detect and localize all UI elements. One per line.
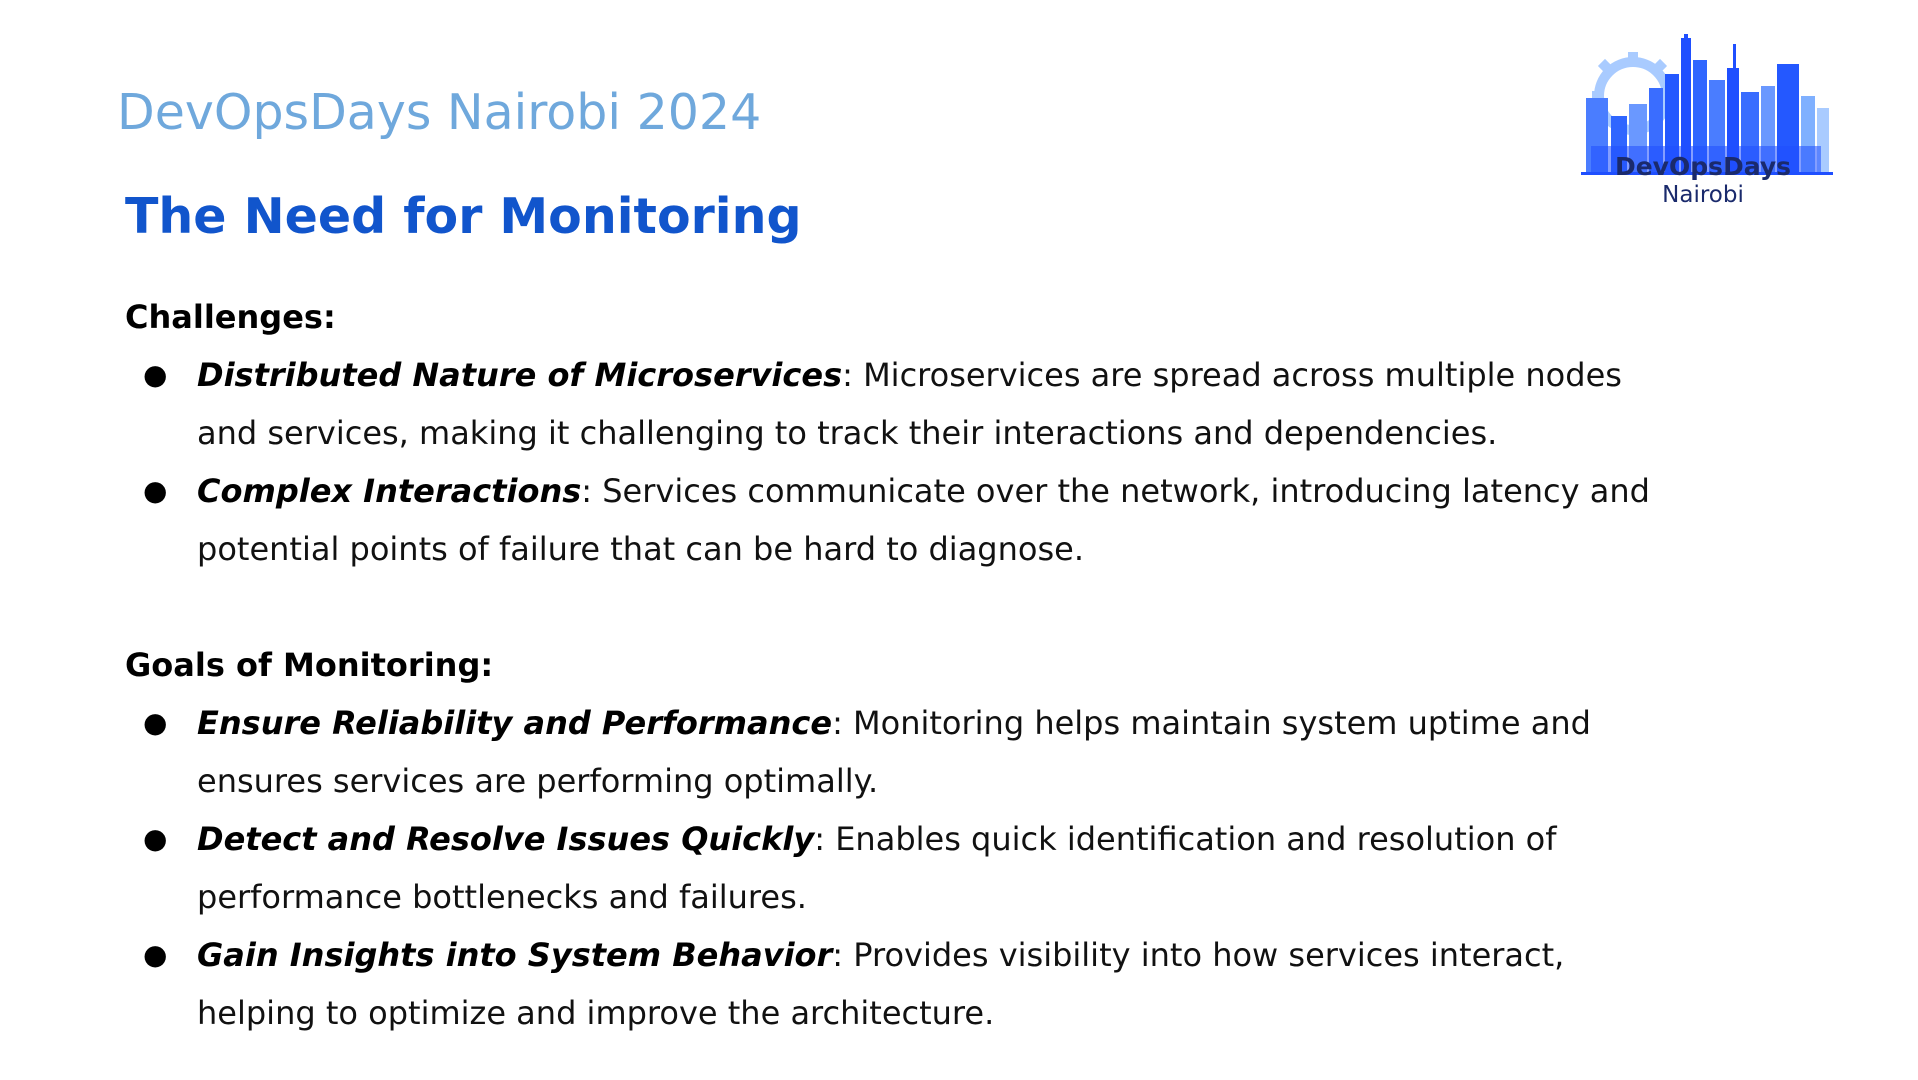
list-item: [125, 810, 1685, 926]
bullet-icon: ●: [143, 822, 168, 855]
goals-list: [125, 694, 1685, 1042]
bullet-icon: ●: [143, 706, 168, 739]
term: Gain Insights into System Behavior: [197, 936, 833, 974]
term: Distributed Nature of Microservices: [197, 356, 843, 394]
devopsdays-nairobi-logo: [1571, 34, 1835, 214]
section-title-goals: Goals of Monitoring:: [125, 646, 494, 684]
list-item: [125, 462, 1685, 578]
list-item: [125, 694, 1685, 810]
bullet-icon: ●: [143, 358, 168, 391]
description: : Monitoring helps maintain system uptime and ensures services are performing optimally.: [197, 704, 1591, 800]
section-spacer: [125, 578, 1685, 636]
challenges-list: [125, 346, 1685, 578]
description: : Enables quick identification and resolution of performance bottlenecks and failures.: [197, 820, 1557, 916]
event-title: DevOpsDays Nairobi 2024: [117, 84, 762, 141]
term: Ensure Reliability and Performance: [197, 704, 833, 742]
description: : Provides visibility into how services interact, helping to optimize and improve the architecture.: [197, 936, 1565, 1032]
slide-heading: The Need for Monitoring: [125, 188, 802, 245]
bullet-icon: ●: [143, 474, 168, 507]
description: : Services communicate over the network, introducing latency and potential points of failure that can be hard to diagnose.: [197, 472, 1650, 568]
slide-content: [125, 288, 1685, 1042]
bullet-icon: ●: [143, 938, 168, 971]
term: Detect and Resolve Issues Quickly: [197, 820, 815, 858]
section-title-challenges: Challenges:: [125, 298, 336, 336]
logo-text-line2: Nairobi: [1662, 182, 1744, 208]
list-item: [125, 926, 1685, 1042]
list-item: [125, 346, 1685, 462]
description: : Microservices are spread across multiple nodes and services, making it challenging to track their interactions and dependencies.: [197, 356, 1622, 452]
term: Complex Interactions: [197, 472, 582, 510]
logo-text-line1: DevOpsDays: [1614, 152, 1792, 181]
